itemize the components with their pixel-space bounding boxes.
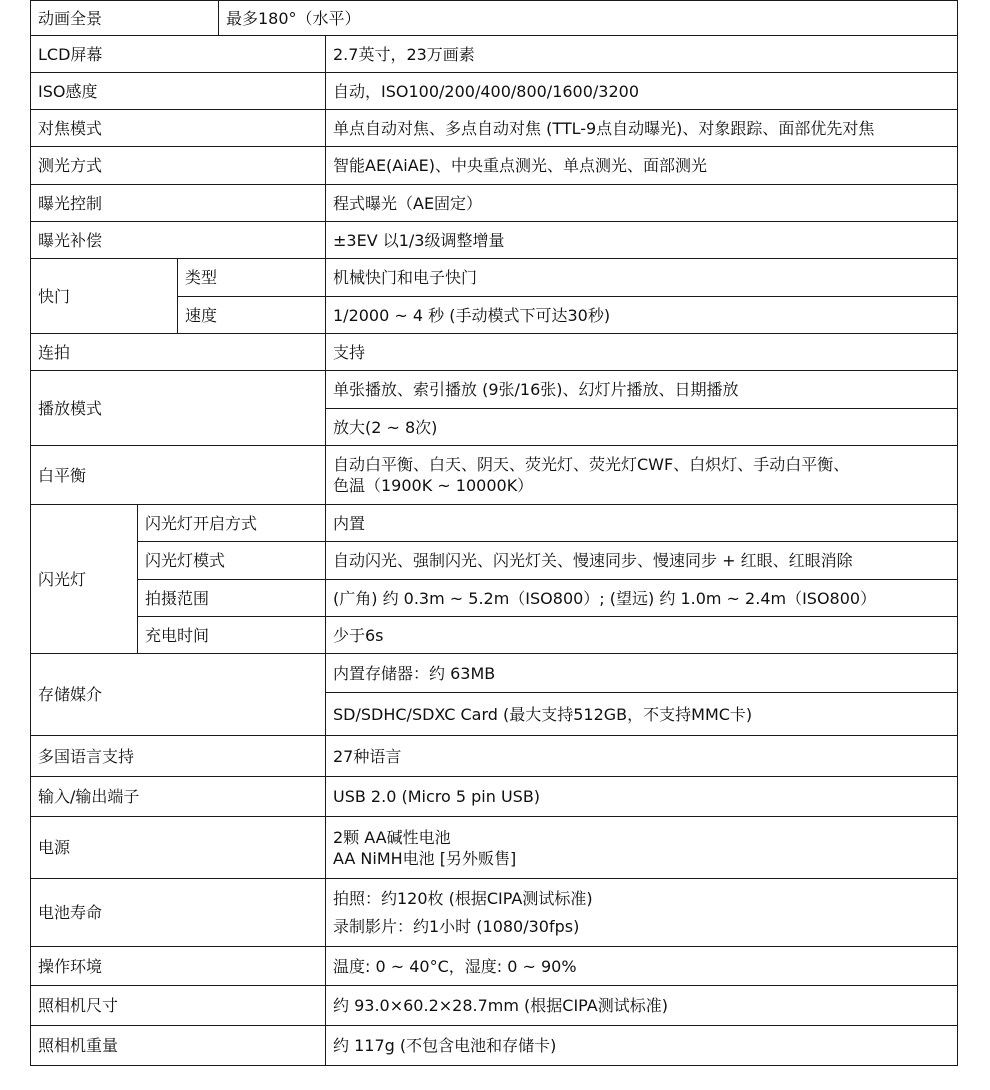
value-battery-life-line1: 拍照：约120枚 (根据CIPA测试标准) bbox=[333, 888, 593, 908]
value-environment: 温度: 0 ~ 40°C，湿度: 0 ~ 90% bbox=[333, 956, 577, 976]
label-white-balance: 白平衡 bbox=[38, 465, 87, 485]
label-io-port: 输入/输出端子 bbox=[38, 787, 140, 806]
label-power: 电源 bbox=[38, 838, 71, 857]
value-flash-open: 内置 bbox=[333, 513, 366, 533]
label-battery-life: 电池寿命 bbox=[38, 903, 103, 922]
value-exposure-control: 程式曝光（AE固定） bbox=[333, 193, 483, 213]
value-power-line1: 2颗 AA碱性电池 bbox=[333, 827, 451, 847]
label-storage: 存储媒介 bbox=[38, 685, 103, 704]
value-dimensions: 约 93.0×60.2×28.7mm (根据CIPA测试标准) bbox=[333, 996, 668, 1015]
label-flash: 闪光灯 bbox=[38, 569, 87, 589]
value-burst: 支持 bbox=[333, 342, 366, 362]
value-shutter-speed: 1/2000 ~ 4 秒 (手动模式下可达30秒) bbox=[333, 305, 611, 325]
value-flash-mode: 自动闪光、强制闪光、闪光灯关、慢速同步、慢速同步 + 红眼、红眼消除 bbox=[333, 551, 853, 570]
label-shutter-speed: 速度 bbox=[185, 305, 218, 325]
label-flash-range: 拍摄范围 bbox=[145, 588, 210, 608]
value-flash-range: (广角) 约 0.3m ~ 5.2m（ISO800）; (望远) 约 1.0m ~ 2.4m（ISO800） bbox=[333, 588, 877, 608]
value-white-balance bbox=[326, 446, 957, 504]
label-dimensions: 照相机尺寸 bbox=[38, 996, 119, 1015]
label-focus-mode: 对焦模式 bbox=[38, 118, 103, 138]
value-storage-internal: 内置存储器：约 63MB bbox=[333, 663, 496, 683]
value-playback-modes: 单张播放、索引播放 (9张/16张)、幻灯片播放、日期播放 bbox=[333, 380, 739, 399]
value-exposure-compensation: ±3EV 以1/3级调整增量 bbox=[333, 230, 505, 250]
value-animation-panorama: 最多180°（水平） bbox=[226, 8, 361, 28]
value-flash-charge: 少于6s bbox=[333, 625, 384, 645]
value-shutter-type: 机械快门和电子快门 bbox=[333, 268, 478, 287]
value-battery-life bbox=[326, 879, 957, 946]
label-flash-open: 闪光灯开启方式 bbox=[145, 513, 258, 533]
value-focus-mode: 单点自动对焦、多点自动对焦 (TTL-9点自动曝光)、对象跟踪、面部优先对焦 bbox=[333, 118, 875, 138]
label-iso: ISO感度 bbox=[38, 81, 98, 101]
value-storage-card: SD/SDHC/SDXC Card (最大支持512GB，不支持MMC卡) bbox=[333, 704, 753, 724]
value-language: 27种语言 bbox=[333, 746, 402, 766]
value-io-port: USB 2.0 (Micro 5 pin USB) bbox=[333, 787, 541, 806]
label-language: 多国语言支持 bbox=[38, 746, 135, 766]
label-animation-panorama: 动画全景 bbox=[38, 8, 103, 28]
label-weight: 照相机重量 bbox=[38, 1036, 119, 1055]
label-lcd: LCD屏幕 bbox=[38, 44, 103, 64]
value-battery-life-line2: 录制影片：约1小时 (1080/30fps) bbox=[333, 916, 580, 936]
label-environment: 操作环境 bbox=[38, 956, 103, 976]
value-metering: 智能AE(AiAE)、中央重点测光、单点测光、面部测光 bbox=[333, 156, 707, 175]
label-exposure-compensation: 曝光补偿 bbox=[38, 230, 103, 250]
value-white-balance-line1: 自动白平衡、白天、阴天、荧光灯、荧光灯CWF、白炽灯、手动白平衡、 bbox=[333, 455, 850, 474]
value-power-line2: AA NiMH电池 [另外贩售] bbox=[333, 848, 517, 868]
label-exposure-control: 曝光控制 bbox=[38, 193, 103, 213]
label-shutter-type: 类型 bbox=[185, 268, 218, 287]
value-white-balance-line2: 色温（1900K ~ 10000K） bbox=[333, 476, 534, 495]
label-playback-mode: 播放模式 bbox=[38, 398, 103, 418]
label-burst: 连拍 bbox=[38, 342, 71, 362]
label-flash-charge: 充电时间 bbox=[145, 625, 210, 645]
label-shutter: 快门 bbox=[38, 286, 71, 306]
value-iso: 自动，ISO100/200/400/800/1600/3200 bbox=[333, 81, 640, 101]
value-weight: 约 117g (不包含电池和存储卡) bbox=[333, 1036, 557, 1055]
value-power bbox=[326, 817, 957, 878]
label-flash-mode: 闪光灯模式 bbox=[145, 551, 226, 570]
label-metering: 测光方式 bbox=[38, 156, 103, 175]
value-playback-zoom: 放大(2 ~ 8次) bbox=[333, 417, 438, 437]
value-lcd: 2.7英寸，23万画素 bbox=[333, 44, 475, 64]
